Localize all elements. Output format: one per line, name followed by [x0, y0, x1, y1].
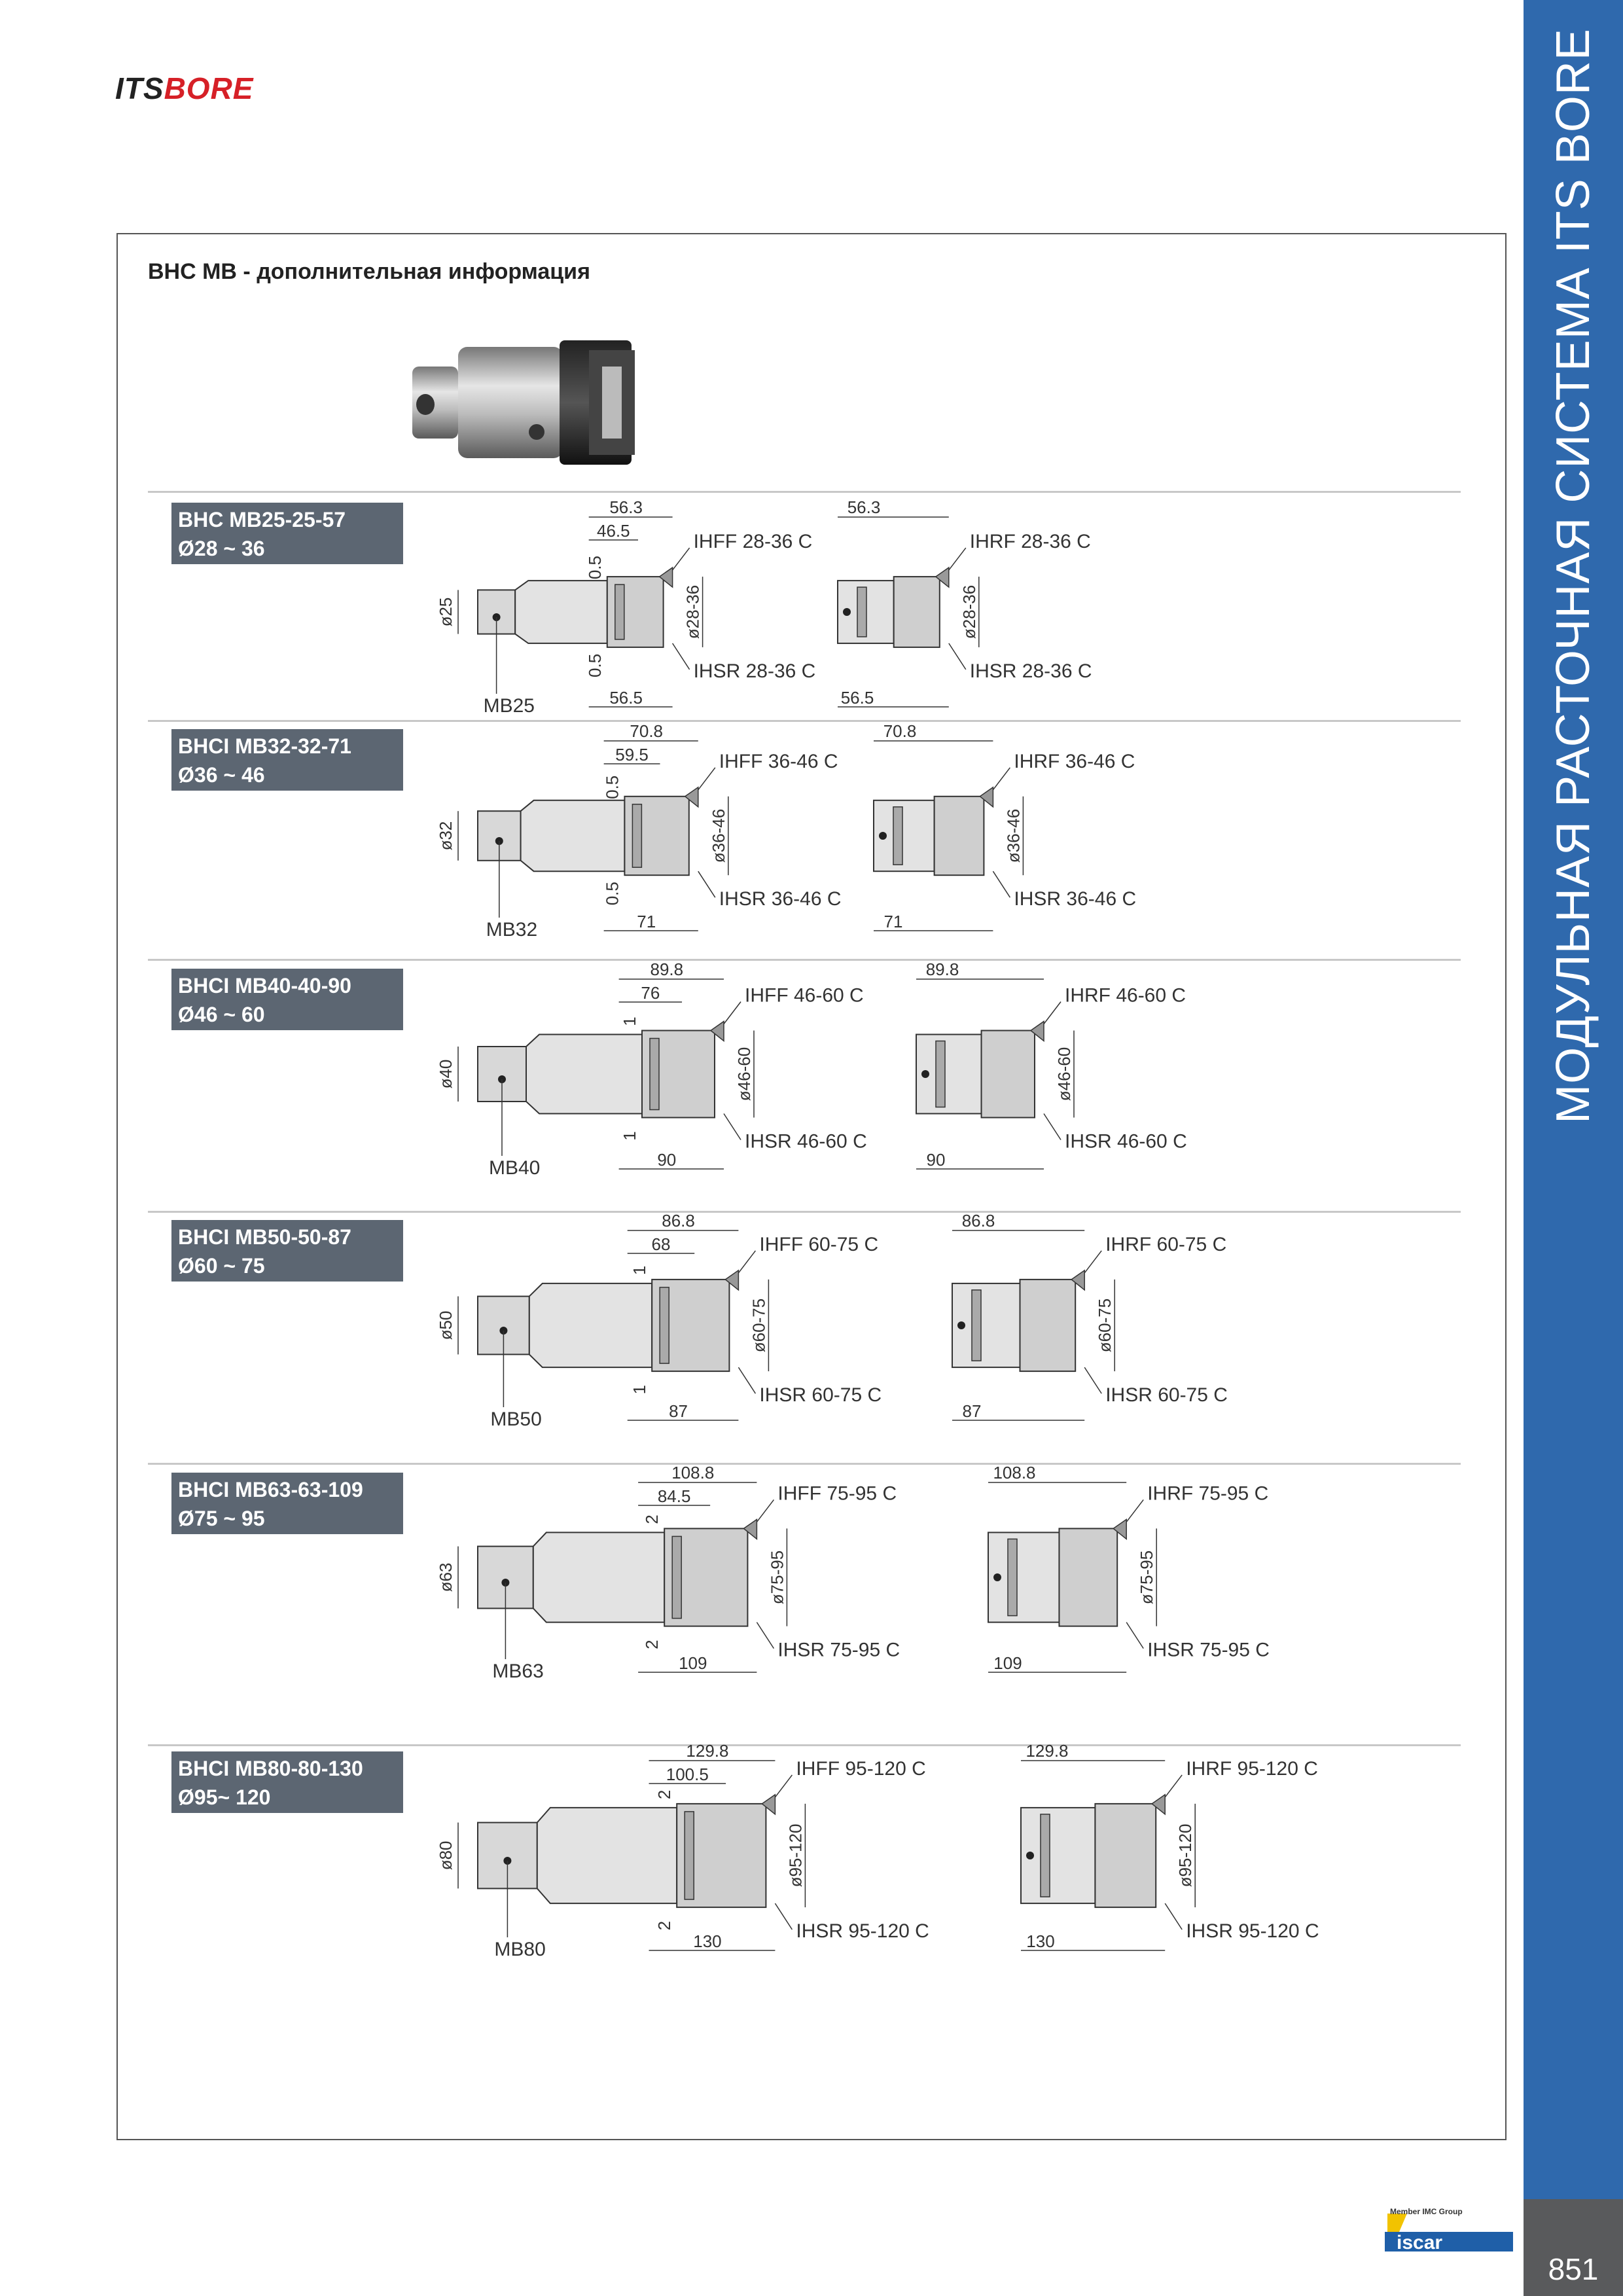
svg-text:iscar: iscar: [1397, 2232, 1443, 2253]
dim-bore-range: ø75-95: [767, 1550, 787, 1605]
product-range: Ø36 ~ 46: [178, 763, 265, 787]
head-drawing: [926, 1211, 1293, 1433]
insert-label-bottom: IHSR 60-75 C: [759, 1384, 882, 1407]
dim-head-length: 129.8: [1026, 1741, 1069, 1761]
itsbore-logo: ITSBORE: [115, 71, 254, 105]
dim-bottom-length: 56.5: [609, 688, 643, 708]
head-drawing: [962, 1463, 1329, 1685]
dim-total-length: 56.3: [609, 497, 643, 517]
head-drawing: [995, 1741, 1361, 1964]
row-divider: [148, 720, 1461, 722]
tool-body: [478, 787, 698, 875]
dim-shank-diameter: ø40: [436, 1059, 455, 1089]
page-number: 851: [1548, 2252, 1599, 2286]
product-name: BHCI MB63-63-109: [178, 1478, 363, 1501]
dim-total-length: 86.8: [662, 1211, 695, 1230]
head-drawing: [890, 960, 1257, 1182]
assembly-drawing: [419, 1463, 955, 1685]
insert-label-top: IHFF 28-36 C: [693, 531, 813, 553]
dim-offset-top: 1: [620, 1016, 639, 1026]
assembly-drawing: [419, 1741, 955, 1964]
insert-label-bottom-right: IHSR 46-60 C: [1065, 1130, 1187, 1153]
dim-body-length: 46.5: [597, 521, 630, 541]
product-tag: [171, 503, 403, 564]
dim-total-length: 89.8: [650, 960, 684, 979]
row-divider: [148, 959, 1461, 961]
product-tag: [171, 1751, 403, 1813]
head-drawing: [812, 497, 1178, 720]
dim-shank-diameter: ø63: [436, 1562, 455, 1592]
shank-label: MB25: [483, 695, 535, 717]
dim-body-length: 68: [651, 1234, 671, 1254]
brand-member-text: Member IMC Group: [1390, 2207, 1463, 2216]
insert-label-top: IHFF 36-46 C: [719, 750, 838, 772]
dim-shank-diameter: ø80: [436, 1840, 455, 1871]
dim-offset-top: 0.5: [584, 556, 605, 580]
dim-head-length: 89.8: [925, 960, 959, 979]
insert-label-bottom: IHSR 28-36 C: [693, 660, 816, 682]
dim-bore-range: ø46-60: [734, 1047, 754, 1102]
dim-head-bottom: 109: [993, 1653, 1022, 1673]
dim-head-bore: ø95-120: [1175, 1823, 1196, 1888]
product-range: Ø46 ~ 60: [178, 1003, 265, 1026]
head-body: [916, 1022, 1044, 1118]
insert-label-top-right: IHRF 75-95 C: [1147, 1482, 1269, 1505]
dim-body-length: 84.5: [657, 1486, 691, 1506]
dim-head-length: 56.3: [847, 497, 881, 517]
assembly-drawing: [419, 960, 955, 1182]
dim-head-bottom: 71: [883, 912, 903, 931]
shank-label: MB40: [489, 1157, 541, 1179]
dim-body-length: 76: [641, 983, 660, 1003]
product-name: BHCI MB50-50-87: [178, 1225, 351, 1249]
product-tag: [171, 729, 403, 791]
insert-label-top-right: IHRF 60-75 C: [1105, 1233, 1227, 1255]
insert-label-top-right: IHRF 46-60 C: [1065, 984, 1186, 1007]
insert-label-bottom-right: IHSR 95-120 C: [1186, 1920, 1319, 1943]
dim-bottom-length: 90: [657, 1150, 677, 1170]
head-body: [838, 567, 949, 647]
row-divider: [148, 1211, 1461, 1213]
product-name: BHCI MB40-40-90: [178, 974, 351, 997]
product-name: BHCI MB32-32-71: [178, 734, 351, 758]
dim-bottom-length: 130: [693, 1931, 722, 1951]
dim-bottom-length: 109: [679, 1653, 707, 1673]
product-name: BHCI MB80-80-130: [178, 1757, 363, 1780]
dim-body-length: 59.5: [615, 745, 649, 764]
insert-label-bottom: IHSR 36-46 C: [719, 888, 842, 910]
insert-label-bottom: IHSR 95-120 C: [796, 1920, 929, 1943]
dim-total-length: 70.8: [630, 721, 664, 741]
shank-label: MB63: [492, 1660, 544, 1682]
shank-label: MB50: [490, 1408, 542, 1430]
sidebar-title: МОДУЛЬНАЯ РАСТОЧНАЯ СИСТЕМА ITS BORE: [1547, 28, 1599, 1124]
tool-body: [478, 1795, 775, 1907]
dim-offset-bottom: 0.5: [602, 882, 622, 906]
product-range: Ø75 ~ 95: [178, 1507, 265, 1530]
dim-bottom-length: 87: [669, 1401, 688, 1421]
insert-label-bottom-right: IHSR 36-46 C: [1014, 888, 1137, 910]
product-range: Ø60 ~ 75: [178, 1254, 265, 1278]
insert-label-bottom: IHSR 75-95 C: [777, 1639, 901, 1661]
tool-body: [478, 1022, 724, 1118]
dim-bottom-length: 71: [637, 912, 656, 931]
insert-label-bottom-right: IHSR 60-75 C: [1105, 1384, 1228, 1407]
shank-label: MB80: [494, 1939, 546, 1960]
section-title: BHC MB - дополнительная информация: [148, 259, 590, 284]
dim-shank-diameter: ø25: [436, 597, 455, 627]
dim-head-bottom: 56.5: [840, 688, 874, 708]
dim-head-bore: ø36-46: [1003, 808, 1024, 863]
head-body: [952, 1270, 1084, 1371]
dim-offset-bottom: 1: [630, 1384, 650, 1395]
dim-offset-top: 1: [630, 1265, 650, 1276]
dim-bore-range: ø28-36: [683, 584, 703, 639]
insert-label-top-right: IHRF 95-120 C: [1186, 1757, 1318, 1780]
dim-head-bottom: 87: [962, 1401, 982, 1421]
tool-body: [478, 1519, 757, 1626]
dim-shank-diameter: ø50: [436, 1310, 455, 1340]
product-tag: [171, 1473, 403, 1534]
product-name: BHC MB25-25-57: [178, 508, 346, 531]
dim-offset-bottom: 1: [620, 1131, 639, 1141]
dim-offset-bottom: 2: [654, 1920, 675, 1931]
dim-total-length: 108.8: [671, 1463, 715, 1482]
row-divider: [148, 1744, 1461, 1746]
head-drawing: [847, 721, 1214, 944]
product-range: Ø28 ~ 36: [178, 537, 265, 560]
product-range: Ø95~ 120: [178, 1785, 271, 1809]
insert-label-top: IHFF 75-95 C: [777, 1482, 897, 1505]
product-photo: [406, 327, 668, 471]
insert-label-bottom-right: IHSR 28-36 C: [969, 660, 1092, 682]
head-body: [988, 1519, 1126, 1626]
insert-label-bottom: IHSR 46-60 C: [745, 1130, 867, 1153]
row-divider: [148, 491, 1461, 493]
dim-bore-range: ø60-75: [749, 1298, 769, 1353]
dim-head-length: 108.8: [993, 1463, 1036, 1482]
dim-head-bottom: 130: [1026, 1931, 1055, 1951]
dim-head-length: 86.8: [961, 1211, 995, 1230]
dim-bore-range: ø95-120: [785, 1823, 806, 1888]
dim-shank-diameter: ø32: [436, 821, 455, 851]
dim-head-length: 70.8: [883, 721, 917, 741]
tool-body: [478, 1270, 738, 1371]
dim-offset-top: 0.5: [602, 775, 622, 799]
dim-offset-top: 2: [642, 1515, 662, 1524]
tool-body: [478, 567, 673, 647]
dim-head-bore: ø60-75: [1095, 1298, 1115, 1353]
head-body: [874, 787, 993, 875]
assembly-drawing: [419, 1211, 955, 1433]
dim-offset-bottom: 2: [642, 1640, 662, 1649]
insert-label-bottom-right: IHSR 75-95 C: [1147, 1639, 1270, 1661]
dim-head-bottom: 90: [926, 1150, 946, 1170]
dim-head-bore: ø75-95: [1137, 1550, 1157, 1605]
shank-label: MB32: [486, 919, 538, 941]
insert-label-top-right: IHRF 36-46 C: [1014, 750, 1135, 772]
dim-total-length: 129.8: [686, 1741, 729, 1761]
dim-bore-range: ø36-46: [708, 808, 728, 863]
product-tag: [171, 969, 403, 1030]
row-divider: [148, 1463, 1461, 1465]
insert-label-top-right: IHRF 28-36 C: [969, 531, 1091, 553]
dim-offset-bottom: 0.5: [584, 653, 605, 677]
dim-body-length: 100.5: [666, 1765, 709, 1784]
dim-offset-top: 2: [654, 1789, 675, 1800]
dim-head-bore: ø46-60: [1054, 1047, 1074, 1102]
product-tag: [171, 1220, 403, 1282]
dim-head-bore: ø28-36: [959, 584, 979, 639]
head-body: [1021, 1795, 1165, 1907]
insert-label-top: IHFF 60-75 C: [759, 1233, 879, 1255]
insert-label-top: IHFF 95-120 C: [796, 1757, 926, 1780]
insert-label-top: IHFF 46-60 C: [745, 984, 864, 1007]
